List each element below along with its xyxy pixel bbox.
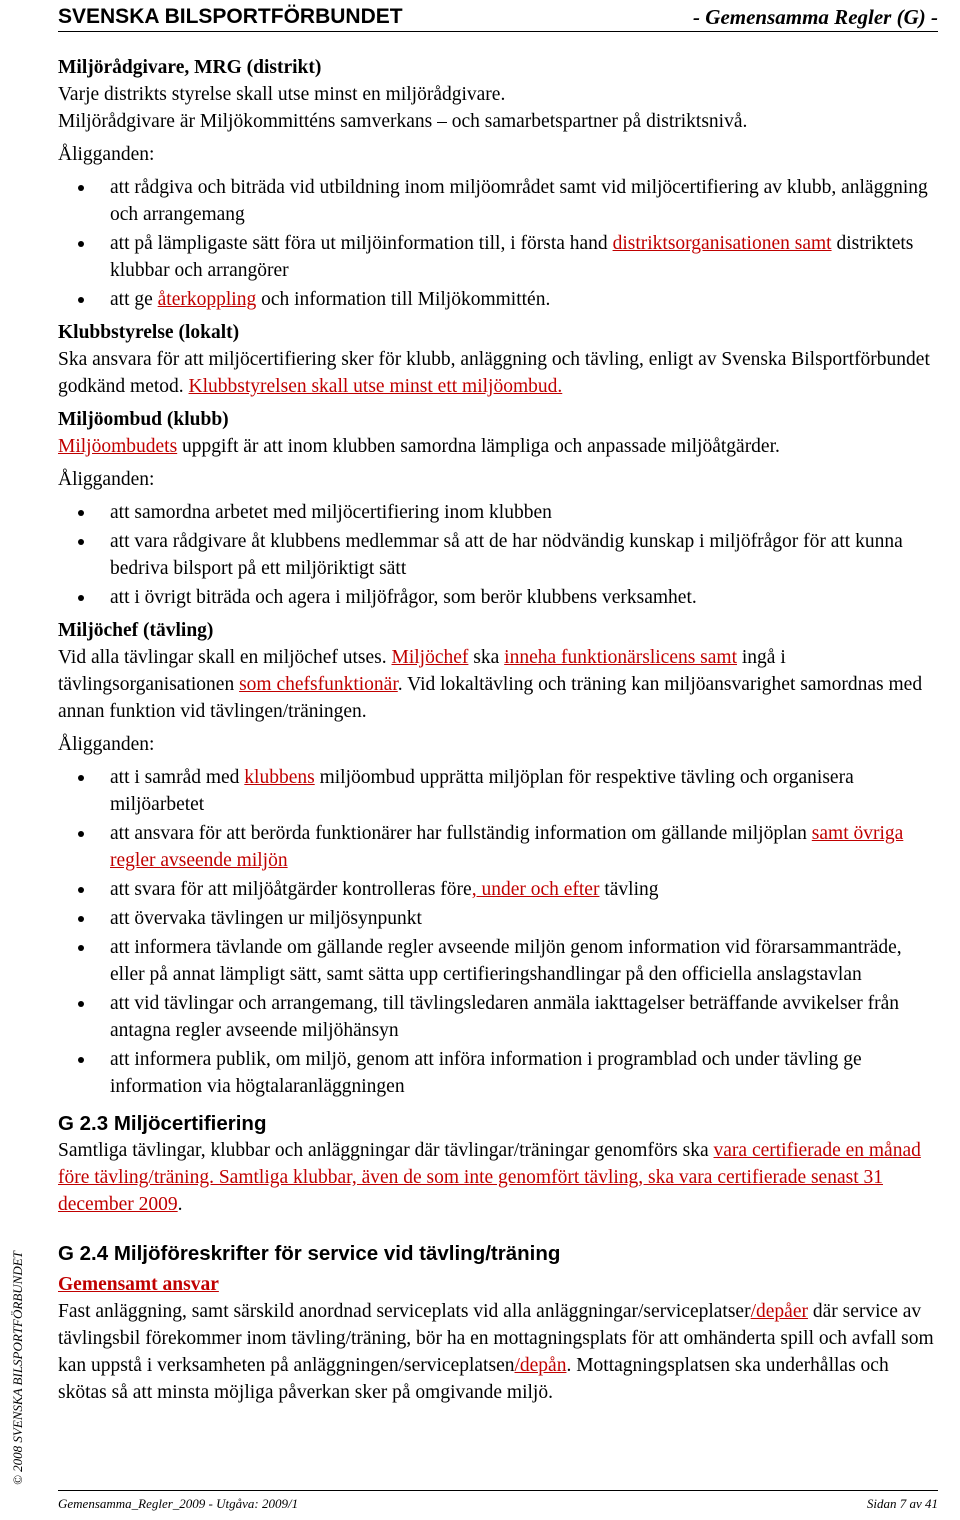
list-item: att samordna arbetet med miljöcertifiering inom klubben [58,499,940,526]
chef-duties-list [58,764,940,1100]
footer-doc: Gemensamma_Regler_2009 - Utgåva: 2009/1 [58,1496,299,1511]
ombud-text: Miljöombudets uppgift är att inom klubben samordna lämpliga och anpassade miljöåtgärder. [58,436,780,457]
mrg-line1: Varje distrikts styrelse skall utse minst en miljörådgivare. [58,84,506,105]
list-item: att i övrigt biträda och agera i miljöfrågor, som berör klubbens verksamhet. [58,584,940,611]
list-item: att informera publik, om miljö, genom att införa information i programblad och under tävling ge information via högtalaranläggningen [58,1046,940,1100]
list-item: att svara för att miljöåtgärder kontrolleras före, under och efter tävling [58,876,940,903]
ombud-duties-list [58,499,940,611]
g23-text: Samtliga tävlingar, klubbar och anläggningar där tävlingar/träningar genomförs ska vara certifierade en månad före tävling/träning. Samtliga klubbar, även de som inte genomfört tävling, ska vara certifierade senast 31 december 2009. [58,1140,921,1215]
mrg-duties-label: Åligganden: [58,144,155,165]
list-item: att ansvara för att berörda funktionärer har fullständig information om gällande miljöplan samt övriga regler avseende miljön [58,820,940,874]
g24-subheading: Gemensamt ansvar [58,1274,219,1295]
copyright-sidebar: © 2008 SVENSKA BILSPORTFÖRBUNDET [10,1251,25,1485]
g24-heading: G 2.4 Miljöföreskrifter för service vid tävling/träning [58,1242,561,1265]
footer-page: Sidan 7 av 41 [866,1496,938,1511]
list-item: att på lämpligaste sätt föra ut miljöinformation till, i första hand distriktsorganisationen samt distriktets klubbar och arrangörer [58,230,940,284]
chef-heading: Miljöchef (tävling) [58,620,214,641]
list-item: att ge återkoppling och information till Miljökommittén. [58,286,940,313]
page-header [58,5,938,32]
header-section: - Gemensamma Regler (G) - [693,5,938,29]
board-heading: Klubbstyrelse (lokalt) [58,322,240,343]
chef-text: Vid alla tävlingar skall en miljöchef utses. Miljöchef ska inneha funktionärslicens samt ingå i tävlingsorganisationen som chefsfunktionär. Vid lokaltävling och träning kan miljöansvarighet samordnas med annan funktion vid tävlingen/träningen. [58,647,923,722]
list-item: att vid tävlingar och arrangemang, till tävlingsledaren anmäla iakttagelser beträffande avvikelser från antagna regler avseende miljöhänsyn [58,990,940,1044]
mrg-heading: Miljörådgivare, MRG (distrikt) [58,57,322,78]
ombud-duties-label: Åligganden: [58,469,155,490]
revision-text: distriktsorganisationen samt [612,233,832,254]
g24-text: Fast anläggning, samt särskild anordnad serviceplats vid alla anläggningar/serviceplatser/depåer där service av tävlingsbil förekommer inom tävling/träning, bör ha en mottagningsplats för att omhändertа spill och avfall som kan uppstå i verksamheten på anläggningen/serviceplatsen/depån. Mottagningsplatsen ska underhållas och skötas så att minsta möjliga påverkan sker på omgivande miljö. [58,1301,934,1403]
document-body [58,54,940,1406]
header-org: SVENSKA BILSPORTFÖRBUNDET [58,5,403,28]
revision-text: Klubbstyrelsen skall utse minst ett miljöombud. [188,376,563,397]
ombud-heading: Miljöombud (klubb) [58,409,229,430]
revision-text: återkoppling [157,289,257,310]
revision-text: Miljöombudets [58,436,178,457]
chef-duties-label: Åligganden: [58,734,155,755]
list-item: att vara rådgivare åt klubbens medlemmar så att de har nödvändig kunskap i miljöfrågor för att kunna bedriva bilsport på ett miljöriktigt sätt [58,528,940,582]
list-item: att rådgiva och biträda vid utbildning inom miljöområdet samt vid miljöcertifiering av klubb, anläggning och arrangemang [58,174,940,228]
board-text: Ska ansvara för att miljöcertifiering sker för klubb, anläggning och tävling, enligt av Svenska Bilsportförbundet godkänd metod. Klubbstyrelsen skall utse minst ett miljöombud. [58,349,930,397]
mrg-duties-list [58,174,940,313]
g23-heading: G 2.3 Miljöcertifiering [58,1112,267,1135]
mrg-line2: Miljörådgivare är Miljökommitténs samverkans – och samarbetspartner på distriktsnivå. [58,111,748,132]
list-item: att informera tävlande om gällande regler avseende miljön genom information vid förarsammanträde, eller på annat lämpligt sätt, samt sätta upp certifieringshandlingar på den officiella anslagstavlan [58,934,940,988]
list-item: att i samråd med klubbens miljöombud upprätta miljöplan för respektive tävling och organisera miljöarbetet [58,764,940,818]
page-footer [58,1490,938,1511]
list-item: att övervaka tävlingen ur miljösynpunkt [58,905,940,932]
